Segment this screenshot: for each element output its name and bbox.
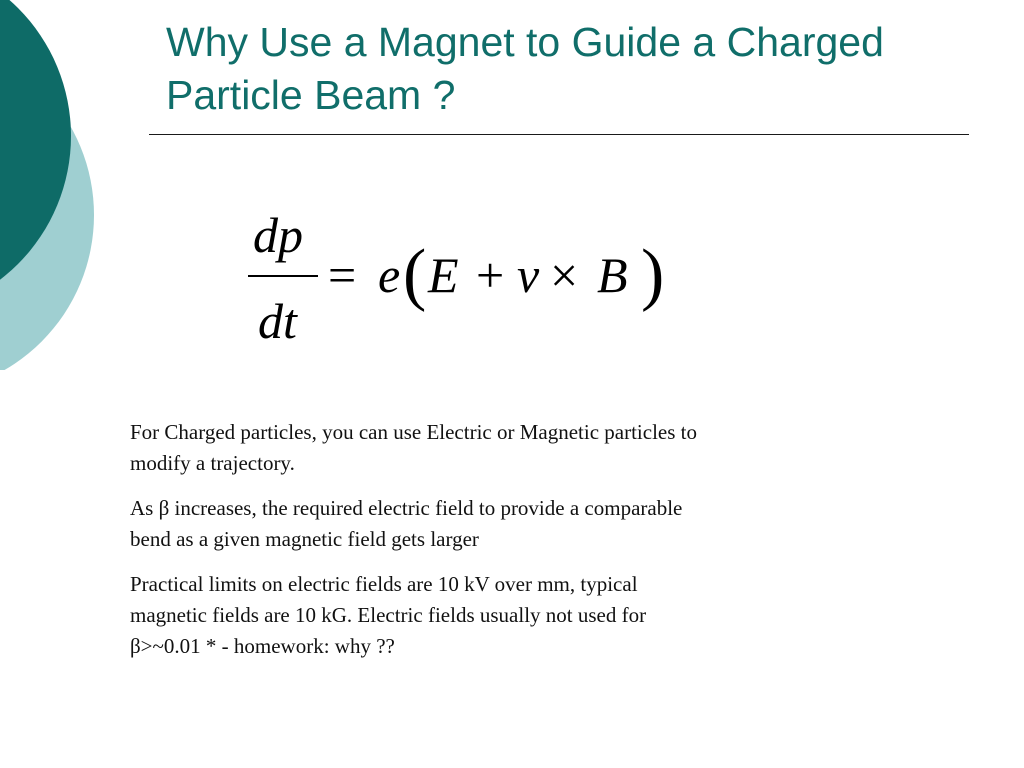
paragraph-line: β>~0.01 * - homework: why ??	[130, 634, 395, 658]
paragraph-line: As β increases, the required electric field to provide a comparable	[130, 496, 683, 520]
paragraph-line: modify a trajectory.	[130, 451, 295, 475]
paragraph-practical-limits	[130, 569, 850, 662]
eq-open-paren: (	[403, 236, 427, 313]
eq-denominator: dt	[258, 293, 297, 349]
title-line-2: Particle Beam ?	[166, 72, 456, 118]
paragraph-beta-increase	[130, 493, 850, 555]
eq-close-paren: )	[641, 236, 665, 313]
paragraph-line: magnetic fields are 10 kG. Electric fields usually not used for	[130, 603, 647, 627]
slide-body	[130, 417, 850, 676]
title-line-1: Why Use a Magnet to Guide a Charged	[166, 19, 884, 65]
title-divider	[149, 134, 969, 135]
eq-plus: +	[476, 247, 505, 303]
corner-decoration	[0, 0, 100, 370]
paragraph-line: Practical limits on electric fields are 10 kV over mm, typical	[130, 572, 638, 596]
eq-times: ×	[550, 247, 579, 303]
eq-numerator: dp	[253, 207, 303, 263]
slide-title	[166, 16, 986, 122]
eq-field-b: B	[597, 247, 628, 303]
eq-equals: =	[328, 247, 357, 303]
eq-field-e: E	[428, 247, 459, 303]
paragraph-line: For Charged particles, you can use Electric or Magnetic particles to	[130, 420, 697, 444]
paragraph-line: bend as a given magnetic field gets larger	[130, 527, 479, 551]
lorentz-force-equation	[240, 196, 680, 356]
eq-charge: e	[378, 247, 401, 303]
paragraph-charged-particles	[130, 417, 850, 479]
eq-velocity: v	[517, 247, 540, 303]
